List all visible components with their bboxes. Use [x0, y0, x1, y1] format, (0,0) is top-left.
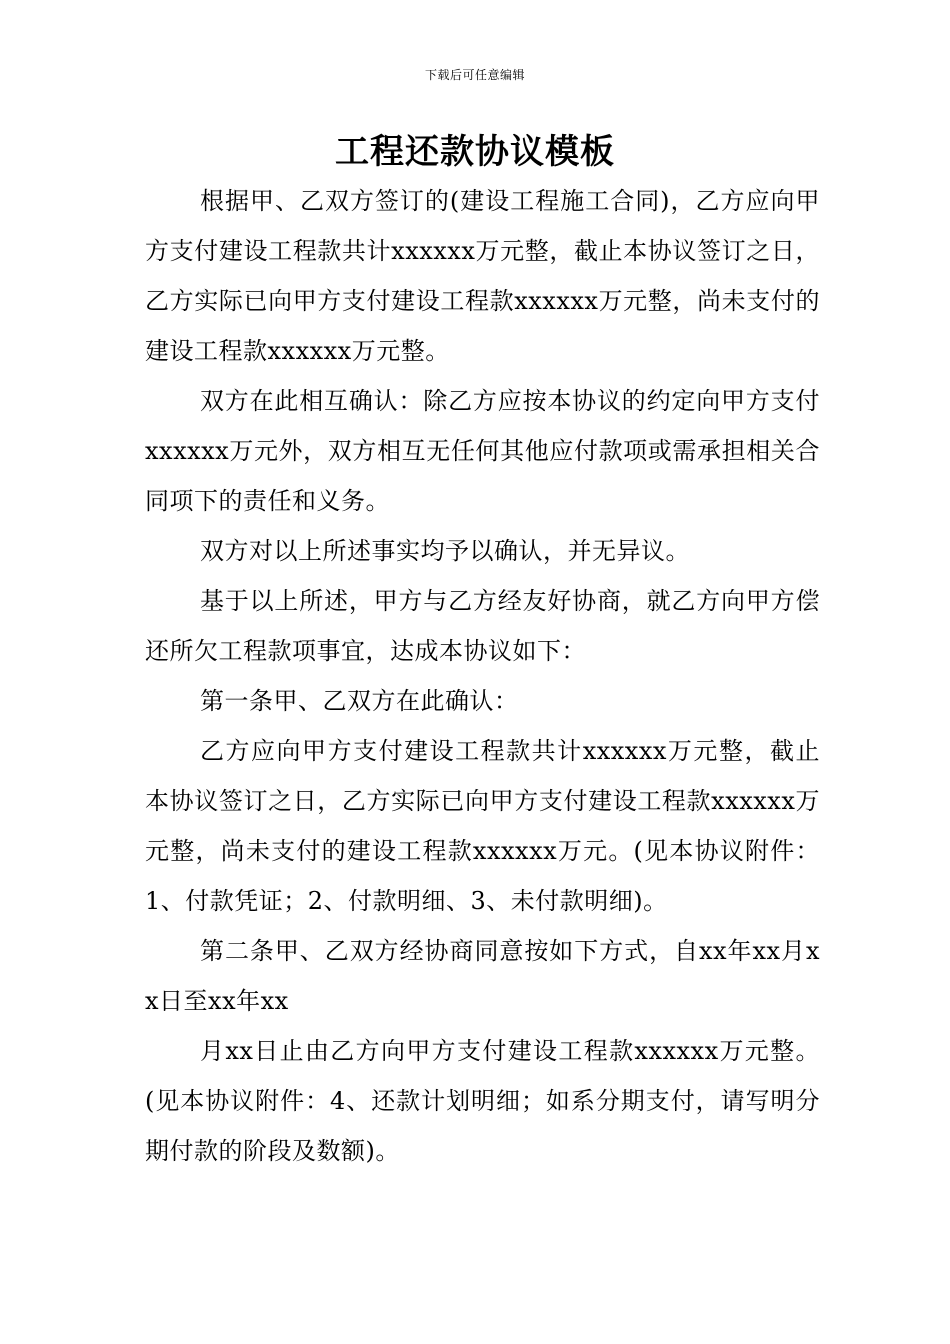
- document-title: 工程还款协议模板: [335, 132, 615, 172]
- article-2-heading: 第二条甲、乙双方经协商同意按如下方式，自xx年xx月xx日至xx年xx: [145, 937, 820, 1015]
- paragraph-1: 根据甲、乙双方签订的(建设工程施工合同)，乙方应向甲方支付建设工程款共计xxxxxx万元整，截止本协议签订之日，乙方实际已向甲方支付建设工程款xxxxxx万元整，尚未支付的建设工程款xxxxxx万元整。: [145, 187, 820, 365]
- article-2-content: 月xx日止由乙方向甲方支付建设工程款xxxxxx万元整。(见本协议附件：4、还款计划明细；如系分期支付，请写明分期付款的阶段及数额)。: [145, 1037, 820, 1165]
- paragraph-3: 双方对以上所述事实均予以确认，并无异议。: [200, 537, 690, 565]
- article-1-content: 乙方应向甲方支付建设工程款共计xxxxxx万元整，截止本协议签订之日，乙方实际已向甲方支付建设工程款xxxxxx万元整，尚未支付的建设工程款xxxxxx万元。(见本协议附件：1、付款凭证；2、付款明细、3、未付款明细)。: [145, 737, 820, 915]
- article-1-heading: 第一条甲、乙双方在此确认：: [200, 687, 519, 715]
- document-body: [145, 176, 820, 1176]
- page-header-note: 下载后可任意编辑: [424, 68, 525, 82]
- paragraph-2: 双方在此相互确认：除乙方应按本协议的约定向甲方支付xxxxxx万元外，双方相互无任何其他应付款项或需承担相关合同项下的责任和义务。: [145, 387, 820, 515]
- paragraph-4: 基于以上所述，甲方与乙方经友好协商，就乙方向甲方偿还所欠工程款项事宜，达成本协议如下：: [145, 587, 820, 665]
